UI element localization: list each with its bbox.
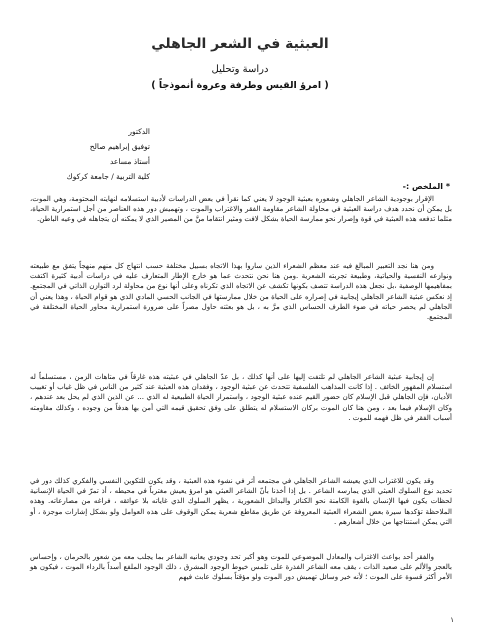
document-example: ( امرؤ القيس وطرفة وعروة أنموذجاً ) — [151, 80, 329, 91]
abstract-paragraph — [30, 476, 452, 527]
paragraph-text: والفقر أحد بواعث الاغتراب والمعادل الموضوعي للموت وهو أكبر تحد وجودي يعانيه الشاعر بما يجلب معه من شعور بالحرمان ، وإحساس بالعجز والألم على صعيد الذات ، يقف معه الشاعر الفذرة على تلمس خيوط الوجود المشرق ، ذلك الوجود الملفع أسداً بالرداء الموت ، فيكون هو الأمر أكثر قسوة على الموت ؛ لأنه خير وسائل تهميش دور الموت ولو مؤقتاً بسلوك عابث فيهم — [30, 552, 452, 582]
author-label: الدكتور — [128, 127, 150, 136]
document-subtitle: دراسة وتحليل — [211, 64, 269, 75]
abstract-paragraph — [30, 194, 452, 225]
abstract-heading: * الملخص :- — [402, 182, 450, 191]
document-title: العبثية في الشعر الجاهلي — [151, 36, 329, 52]
abstract-paragraph — [30, 261, 452, 322]
page-number: ١ — [450, 616, 454, 624]
author-block — [67, 124, 150, 184]
paragraph-text: الإقرار بوجودية الشاعر الجاهلي وشعوره بعبثية الوجود لا يعني كما نقرأ في بعض الدراسات لأدبية استسلامه لنهايته المحتومة، وهي الموت، بل يمكن أن نحدد هدف دراسة العبثية في محاولة الشاعر مقاومة الفقر والاغتراب والموت ، وتهميش دور هذه العناصر من أجل استمرارية الحياة، مثلما تدفعه هذه العبثية في قوة وإصرار نحو ممارسة الحياة بشكل لافت ومثير انتقاما منَّ من المصير الذي لا يمكنه أن يتجاهله في وعيه الباطن. — [30, 194, 452, 224]
author-name: توفيق إبراهيم صالح — [89, 142, 150, 151]
abstract-paragraph — [30, 552, 452, 583]
abstract-paragraph — [30, 372, 452, 423]
author-affiliation: كلية التربية / جامعة كركوك — [66, 172, 150, 181]
author-rank: أستاذ مساعد — [109, 157, 150, 166]
paragraph-text: إن إيجابية عبثية الشاعر الجاهلي لم تلتفت إليها على أنها كذلك ، بل عدّ الجاهلي في عبثيته هذه غارقاً في متاهات الزمن ، مستسلماً له استسلام المقهور الخائف . إذا كانت المذاهب الفلسفية تتحدث عن عبثية الوجود ، وفقدان هذه العبثية عند كثير من الناس في ظل غياب أو تغييب الأديان، فإن الجاهلي قبل الإسلام كان حضور القيم عنده عبثية الوجود ، واستمرار الحياة الطبيعية له الذي ... عن الذين الذي لم يحل بعد عندهم ، وكان الإسلام فيما بعد ، ومن هنا كان الموت بركان الاستسلام له يتطلق على وفق تحقيق قيمه التي أمن بها هدفاً من وجوده ، وكذلك مقاومته أسباب الفقر في ظل فهمه للموت . — [30, 372, 452, 422]
paragraph-text: وقد يكون للاغتراب الذي يعيشه الشاعر الجاهلي في مجتمعه أثر في نشوء هذه العبثية ، وقد يكون للتكوين النفسي والفكري كذلك دور في تحديد نوع السلوك العبثي الذي يمارسه الشاعر . بل إذا أخذنا بأنّ الشاعر العبثي هو امرؤ يعيش مغترباً في محيطه ، أذ تمرّ في الحياة الإنسانية لحظات يكون فيها الإنسان بالقوة الكامنة نحو الكنائز والبدائل الشعورية ، يظهر السلوك الذي غاياته بلا عوائقه ، فراغه من مصارعاته. وهذه الملاحظة تؤكدها سيرة بعض الشعراء العبثية المعروفة عن طريق مقاطع شعرية يمكن الوقوف على هذه العوامل ولو بشكل إشارات موجزة ، أو التي يمكن استنتاجها من خلال أشعارهم . — [30, 476, 452, 526]
paragraph-text: ومن هنا نجد التعبير المبالغ فيه عند معظم الشعراء الذين ساروا بهذا الاتجاه بسبيل مختلفة حسب انتهاج كل منهم منهجاً يتفق مع طبيعته ونوازعه النفسية والحياتية، وطبيعة تجربته الشعرية .ومن هنا نحن نتحدث عما هو خارج الإطار المتعارف عليه في دراسات أدبية كثيرة اكتفت بمفاهيمها الوصفية ،بل نجعل هذه الدراسة تتصف بكونها تكشف عن الاتجاه الذي تكرناه وعلى أنها نوع من محاولة لرد التوازن الذاتي في المجتمع. إذ نعكس عبثية الشاعر الجاهلي إيجابية في إصراره على الحياة من خلال ممارستها في الجانب الحسي المادي الذي هو قوام الحياة ، وهذا يعني أن الجاهلي لم يحصر حياته في ضوء الطرف الحساس الذي مرَّ به ، بل هو بعثته حاول مصراً على ضرورة استمرارية محاور الحياة المختلفة في المجتمع. — [30, 261, 452, 322]
